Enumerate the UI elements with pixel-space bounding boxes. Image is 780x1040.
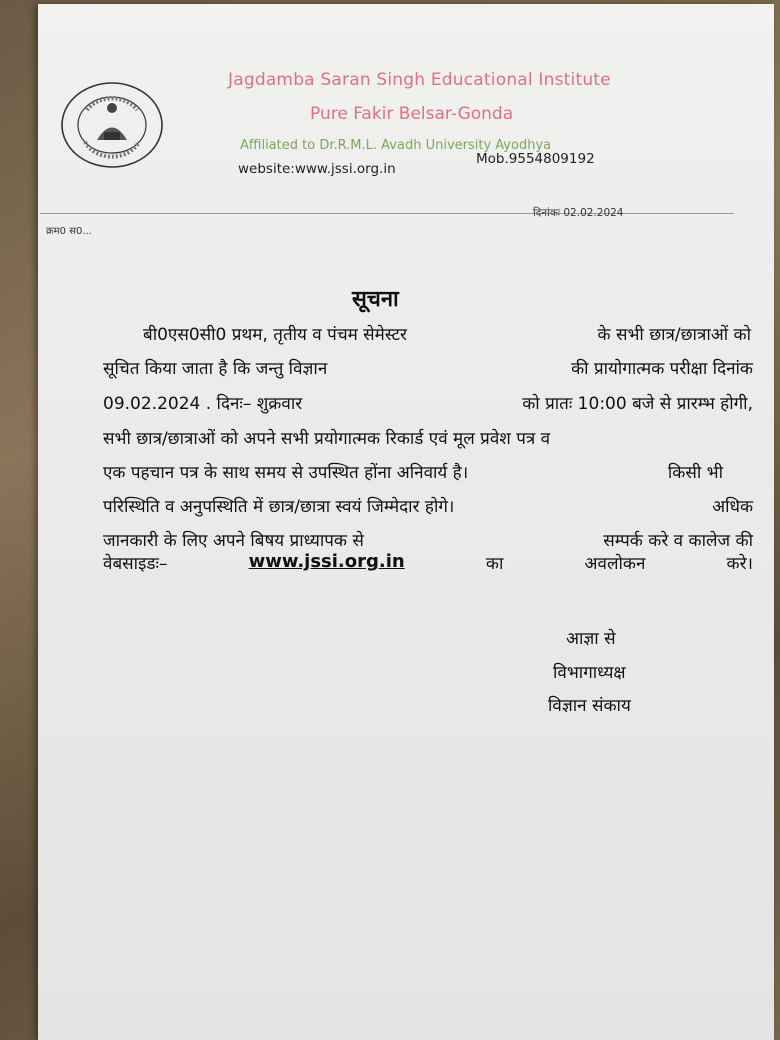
notice-line-3: 09.02.2024 . दिनः– शुक्रवार को प्रातः 10:00 बजे से प्रारम्भ होगी, bbox=[103, 394, 753, 414]
notice-title: सूचना bbox=[352, 287, 399, 312]
signature-designation: विभागाध्यक्ष bbox=[553, 663, 626, 683]
website-link[interactable]: www.jssi.org.in bbox=[248, 551, 405, 572]
notice-line-8: वेबसाइडः– www.jssi.org.in का अवलोकन करे। bbox=[103, 551, 753, 574]
notice-line-5: एक पहचान पत्र के साथ समय से उपस्थित होंना अनिवार्य है। किसी भी bbox=[103, 463, 723, 483]
institute-seal-icon bbox=[57, 80, 167, 170]
notice-line-4: सभी छात्र/छात्राओं को अपने सभी प्रयोगात्मक रिकार्ड एवं मूल प्रवेश पत्र व bbox=[103, 429, 551, 449]
notice-line-7: जानकारी के लिए अपने बिषय प्राध्यापक से सम्पर्क करे व कालेज की bbox=[103, 531, 753, 551]
signature-line-1: आज्ञा से bbox=[566, 629, 616, 649]
notice-line-2: सूचित किया जाता है कि जन्तु विज्ञान की प्रायोगात्मक परीक्षा दिनांक bbox=[103, 359, 753, 379]
notice-line-6: परिस्थिति व अनुपस्थिति में छात्र/छात्रा स्वयं जिम्मेदार होगे। अधिक bbox=[103, 497, 753, 517]
institute-name: Jagdamba Saran Singh Educational Institute bbox=[228, 70, 611, 90]
website-text: website:www.jssi.org.in bbox=[238, 161, 396, 177]
notice-date: दिनांकः 02.02.2024 bbox=[533, 207, 624, 219]
mobile-number: Mob.9554809192 bbox=[476, 151, 595, 167]
header-divider bbox=[40, 213, 734, 214]
institute-location: Pure Fakir Belsar-Gonda bbox=[310, 104, 514, 124]
affiliation: Affiliated to Dr.R.M.L. Avadh University Ayodhya bbox=[240, 138, 552, 153]
signature-department: विज्ञान संकाय bbox=[548, 696, 631, 716]
reference-number: क्रम0 स0... bbox=[46, 226, 92, 237]
notice-line-1: बी0एस0सी0 प्रथम, तृतीय व पंचम सेमेस्टर के सभी छात्र/छात्राओं को bbox=[143, 325, 751, 345]
